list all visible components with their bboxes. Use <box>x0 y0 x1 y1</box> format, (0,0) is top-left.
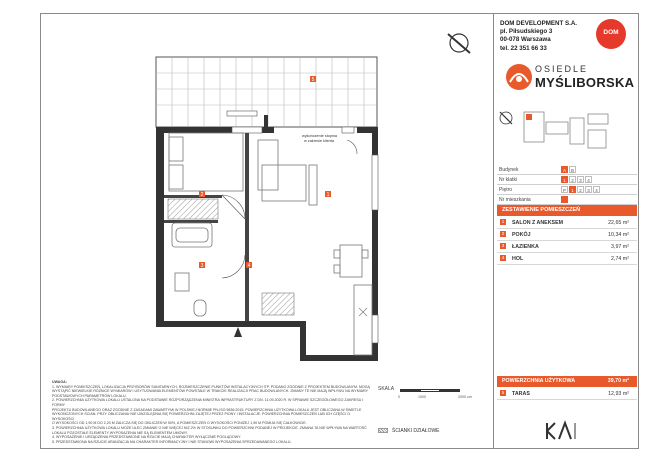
room-number: 3 <box>501 243 505 248</box>
scale-label: SKALA <box>378 386 395 392</box>
info-cell <box>561 196 568 203</box>
info-label: Piętro <box>499 187 513 193</box>
room-label-3: 3 <box>200 263 204 269</box>
scale-bar <box>400 389 460 392</box>
room-row <box>497 229 637 241</box>
info-row-budynek <box>497 165 637 175</box>
notes-heading: UWAGA: <box>52 380 67 384</box>
info-cell: 1 <box>561 176 568 183</box>
osiedle-line2: MYŚLIBORSKA <box>535 75 635 90</box>
legal-notes <box>52 380 370 444</box>
terrace-number: 5 <box>501 390 505 395</box>
terrace-name: TARAS <box>512 390 530 397</box>
info-cell: B <box>570 168 574 173</box>
notes-line: PODSTAWOWYCH PARAMETRÓW LOKALU. <box>52 393 127 398</box>
osiedle-line1: OSIEDLE <box>535 64 589 74</box>
room-label-1: 1 <box>326 192 330 198</box>
info-cell: A <box>562 168 566 173</box>
info-cell: 3 <box>585 186 592 193</box>
total-area-bar <box>497 376 637 387</box>
floor-plan-drawing <box>42 15 492 380</box>
developer-city: 00-078 Warszawa <box>500 36 551 44</box>
rooms-title: ZESTAWIENIE POMIESZCZEŃ <box>497 205 637 216</box>
step-note-line1: wykończenie stopnia <box>302 134 338 138</box>
bed <box>169 133 243 191</box>
info-cell: 4 <box>585 176 592 183</box>
info-cell: 2 <box>569 176 576 183</box>
living-furniture <box>258 140 368 277</box>
osiedle-logo-icon <box>504 62 534 92</box>
site-minimap <box>496 104 636 164</box>
room-label-2: 2 <box>200 192 204 198</box>
rooms-list <box>497 217 637 265</box>
room-name: ŁAZIENKA <box>512 243 539 250</box>
apartment-info-table <box>497 165 637 205</box>
scale-tick: 0 <box>398 395 400 399</box>
info-cell: 3 <box>577 176 584 183</box>
info-label: Nr klatki <box>499 177 518 183</box>
developer-info <box>500 20 595 53</box>
room-area: 22,65 m² <box>608 219 629 226</box>
partition-wall-swatch <box>378 428 388 433</box>
partition-wall-label: ŚCIANKI DZIAŁOWE <box>392 428 440 434</box>
room-label-4: 4 <box>247 263 251 269</box>
room-row <box>497 217 637 229</box>
kitchen-counter <box>262 285 372 355</box>
room-row <box>497 253 637 265</box>
osiedle-logo <box>502 60 635 100</box>
info-cell: P <box>562 188 566 193</box>
wardrobe <box>168 199 218 219</box>
info-row-pietro <box>497 185 637 195</box>
room-area: 3,97 m² <box>611 243 629 250</box>
notes-line: O WYSOKOŚCI OD 1,90 M DO 2,20 M ZALICZA SIĘ DO OBLICZEŃ W 50%, A POMIESZCZEŃ O WYSOKOŚCI PONIŻEJ 1,90 M POMIJA SIĘ CAŁKOWICIE. <box>52 421 307 426</box>
notes-line: 2. POWIERZCHNIA UŻYTKOWA LOKALU USTALONA NA PODSTAWIE ROZPORZĄDZENIA MINISTRA INFRASTRUKTURY Z DN. 11.09.2020 R. W SPRAWIE SZCZEGÓŁOWEGO ZAKRESU I FORMY <box>52 398 364 407</box>
room-area: 10,34 m² <box>608 231 629 238</box>
dom-logo <box>596 19 626 49</box>
room-name: HOL <box>512 255 524 262</box>
info-row-nr-mieszkania <box>497 195 637 205</box>
info-label: Nr mieszkania <box>499 197 531 203</box>
scale-ticks <box>398 395 478 401</box>
total-area-label: POWIERZCHNIA UŻYTKOWA <box>502 378 576 384</box>
developer-name: DOM DEVELOPMENT S.A. <box>500 20 578 27</box>
developer-street: pl. Piłsudskiego 3 <box>500 28 553 36</box>
room-label-5: 5 <box>311 77 315 83</box>
room-number: 1 <box>501 219 505 224</box>
info-cell: 2 <box>577 186 584 193</box>
room-name: SALON Z ANEKSEM <box>512 219 564 226</box>
info-label: Budynek <box>499 167 519 173</box>
room-name: POKÓJ <box>512 231 531 238</box>
room-number: 2 <box>501 231 505 236</box>
notes-line: PROJEKTU BUDOWLANEGO ORAZ ZGODNIE Z ZASADAMI ZAWARTYMI W POLSKIEJ NORMIE PN-ISO 9836:2015. POWIERZCHNIA UŻYTKOWA LOKALU JEST OBLICZANA W ŚWIETLE <box>52 407 362 412</box>
notes-line: 1. WYMIARY POMIESZCZEŃ, LOKALIZACJA PRZYBORÓW SANITARNYCH, ROZMIESZCZENIE PUNKTÓW INSTALACYJNYCH ITP. PODANO ZGODNIE Z PROJEKTEM BUDOWLANYM. MOGĄ <box>52 384 370 389</box>
entrance-arrow-icon <box>234 327 242 337</box>
notes-line: WYSTĄPIĆ NIEWIELKIE RÓŻNICE WYMIARÓW I USYTUOWANIA ELEMENTÓW POWSTAŁE W TRAKCIE REALIZACJI PRAC BUDOWLANYCH. ZMIANY TE NIE MAJĄ WPŁYWU NA WYMIARY <box>52 389 369 394</box>
dom-logo-text: DOM <box>603 29 619 36</box>
notes-line: 3. POWIERZCHNIA UŻYTKOWA LOKALU MOŻE ULEC ZMIANIE O NIE WIĘCEJ NIŻ 2% W STOSUNKU DO POWIERZCHNI PODANEJ W PROJEKCIE. ZMIANA TA NIE WPŁYWA NA WARTOŚĆ <box>52 425 367 430</box>
room-number: 4 <box>501 255 505 260</box>
developer-phone: tel. 22 351 66 33 <box>500 44 547 52</box>
notes-line: WYKOŃCZONYCH ŚCIAN. PRZY OBLICZANIU NIE UWZGLĘDNIA SIĘ POWIERZCHNI ZAJĘTEJ PRZEZ PIONY I INSTALACJE. POWIERZCHNIA POMIESZCZEŃ LUB ICH CZĘŚCI O WYSOKOŚCI <box>52 412 350 421</box>
north-arrow-icon <box>448 34 470 53</box>
info-row-klatka <box>497 175 637 185</box>
scale-tick: 2000 cm <box>458 395 472 399</box>
notes-line: 5. PRZEDSTAWIONA NA RZUCIE ARANŻACJA MA CHARAKTER INFORMACYJNY I NIE STANOWI WYPOSAŻENIA SPRZEDAWANEGO LOKALU. <box>52 439 292 444</box>
notes-line: 4. WYPOSAŻENIE I URZĄDZENIA PRZEDSTAWIONE NA RZUCIE MAJĄ CHARAKTER WYŁĄCZNIE POGLĄDOWY. <box>52 435 242 440</box>
exterior-walls <box>156 115 378 361</box>
scale-tick: 1000 <box>418 395 426 399</box>
terrace-area: 12,93 m² <box>608 390 629 397</box>
bathroom-fixtures <box>172 223 212 316</box>
room-area: 2,74 m² <box>611 255 629 262</box>
notes-line: LOKALU POZOSTAŁE ELEMENTY WYPOSAŻENIA NIE SĄ ELEMENTEM UMOWY. <box>52 430 188 435</box>
total-area-value: 39,70 m² <box>607 378 629 384</box>
terrace-row <box>497 388 637 400</box>
info-cell: 1 <box>569 186 576 193</box>
room-row <box>497 241 637 253</box>
ska-logo-icon <box>545 419 585 443</box>
doors <box>222 140 357 278</box>
step-note-line2: w zakresie klienta <box>304 139 334 143</box>
info-cell: 4 <box>593 186 600 193</box>
